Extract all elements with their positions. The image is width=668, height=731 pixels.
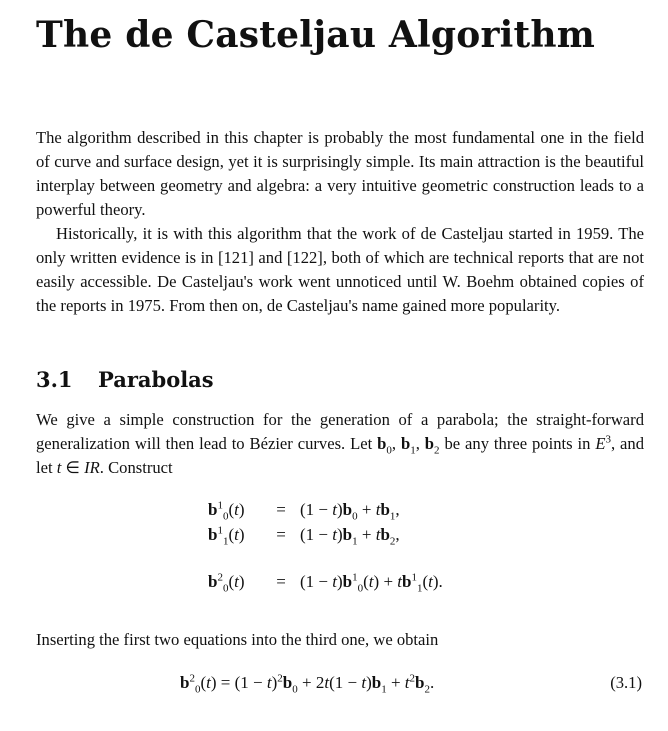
- construction-equations: [208, 500, 443, 597]
- equation-b20: $b^2_0(t)$ = $(1 - t)b^1_0(t) + tb^1_1(t)$.: [208, 571, 443, 595]
- construction-paragraph: We give a simple construction for the generation of a parabola; the straight-forward generalization will then lead to Bézier curves. Let $b_0$, $b_1$, $b_2$ be any three points in $E^3$, and let t ∈ IR. Construct: [36, 410, 645, 477]
- display-equation-3-1: $b^2_0(t) = (1 - t)^2b_0 + 2t(1 - t)b_1 + t^2b_2$.: [180, 672, 435, 696]
- section-number: 3.1: [36, 367, 73, 392]
- equation-number: (3.1): [610, 673, 642, 692]
- section-title: Parabolas: [98, 367, 214, 392]
- section-heading: [36, 367, 214, 392]
- history-paragraph: Historically, it is with this algorithm that the work of de Casteljau started in 1959. The only written evidence is in [121] and [122], both of which are technical reports that are not easily accessible. De Casteljau's work went unnoticed until W. Boehm obtained copies of the reports in 1975. From then on, de Casteljau's name gained more popularity.: [36, 224, 644, 315]
- intro-paragraph: The algorithm described in this chapter is probably the most fundamental one in the field of curve and surface design, yet it is surprisingly simple. Its main attraction is the beautiful interplay between geometry and algebra: a very intuitive geometric construction leads to a powerful theory.: [36, 128, 644, 219]
- equation-b11: $b^1_1(t)$ = $(1 - t)b_1 + tb_2$,: [208, 524, 400, 548]
- equation-b10: $b^1_0(t)$ = $(1 - t)b_0 + tb_1$,: [208, 499, 400, 523]
- inserting-paragraph: Inserting the first two equations into the third one, we obtain: [36, 630, 439, 649]
- chapter-title: The de Casteljau Algorithm: [36, 14, 596, 56]
